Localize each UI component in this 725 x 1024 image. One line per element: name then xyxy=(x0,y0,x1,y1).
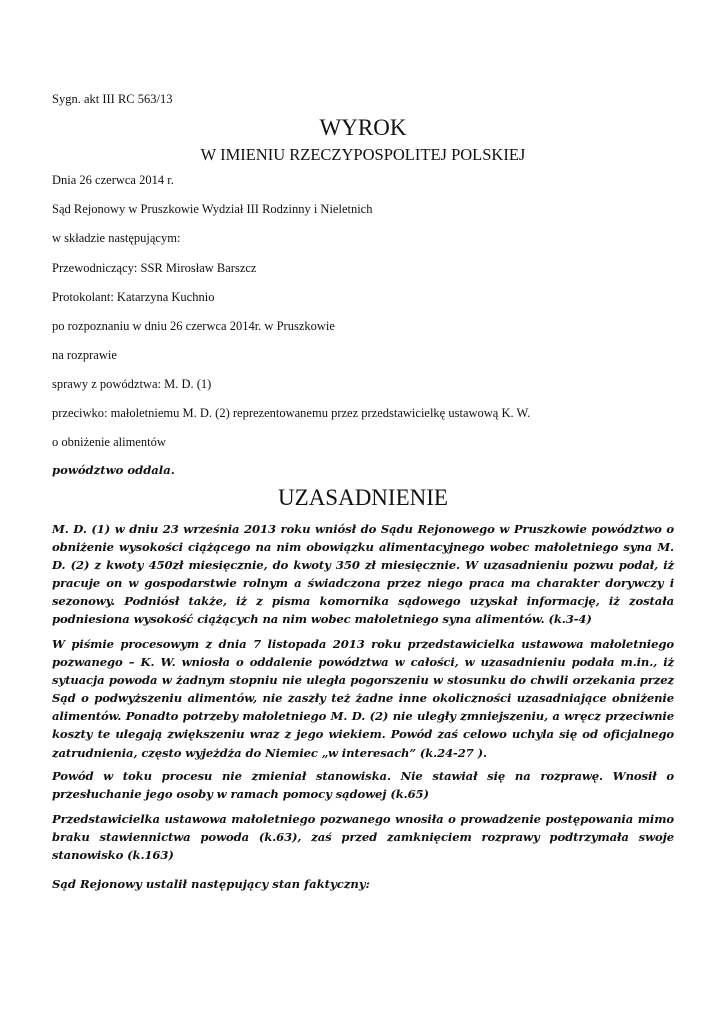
justification-paragraph: Powód w toku procesu nie zmieniał stanowiska. Nie stawiał się na rozprawę. Wnosił o przesłuchanie jego osoby w ramach pomocy sądowej (k.65) xyxy=(52,769,674,802)
hearing-line: po rozpoznaniu w dniu 26 czerwca 2014r. w Pruszkowie xyxy=(52,319,335,333)
court-name: Sąd Rejonowy w Pruszkowie Wydział III Rodzinny i Nieletnich xyxy=(52,202,373,216)
justification-paragraph: M. D. (1) w dniu 23 września 2013 roku wniósł do Sądu Rejonowego w Pruszkowie powództwo o obniżenie wysokości ciążącego na nim obowiązku alimentacyjnego wobec małoletniego syna M. D. (2) z kwoty 450zł miesięcznie, do kwoty 350 zł miesięcznie. W uzasadnieniu pozwu podał, iż pracuje on w gospodarstwie rolnym a świadczona przez niego praca ma charakter dorywczy i sezonowy. Podniósł także, iż z pisma komornika sądowego uzyskał informację, iż została podniesiona wysokość ciążących na nim wobec małoletniego syna alimentów. (k.3-4) xyxy=(52,522,674,627)
court-clerk: Protokolant: Katarzyna Kuchnio xyxy=(52,290,215,304)
judgment-date: Dnia 26 czerwca 2014 r. xyxy=(52,173,174,187)
judgment-title: WYROK xyxy=(319,115,407,140)
session-line: na rozprawie xyxy=(52,348,117,362)
composition-line: w składzie następującym: xyxy=(52,231,181,245)
case-signature: Sygn. akt III RC 563/13 xyxy=(52,92,173,106)
subject-line: o obniżenie alimentów xyxy=(52,435,166,449)
facts-intro: Sąd Rejonowy ustalił następujący stan faktyczny: xyxy=(52,877,370,891)
judgment-subtitle: W IMIENIU RZECZYPOSPOLITEJ POLSKIEJ xyxy=(200,145,526,164)
justification-paragraph: Przedstawicielka ustawowa małoletniego pozwanego wnosiła o prowadzenie postępowania mimo braku stawiennictwa powoda (k.63), zaś przed zamknięciem rozprawy podtrzymała swoje stanowisko (k.163) xyxy=(52,812,674,863)
plaintiff-line: sprawy z powództwa: M. D. (1) xyxy=(52,377,212,391)
justification-paragraph: W piśmie procesowym z dnia 7 listopada 2013 roku przedstawicielka ustawowa małoletniego pozwanego – K. W. wniosła o oddalenie powództwa w całości, w uzasadnieniu podała m.in., iż sytuacja powoda w żadnym stopniu nie uległa pogorszeniu w stosunku do chwili orzekania przez Sąd o podwyższeniu alimentów, nie zaszły też żadne inne okoliczności uzasadniające obniżenie alimentów. Ponadto potrzeby małoletniego M. D. (2) nie uległy zmniejszeniu, a wręcz przeciwnie koszty te ulegają zwiększeniu wraz z jego wiekiem. Powód zaś celowo uchyla się od oficjalnego zatrudnienia, często wyjeżdża do Niemiec „w interesach” (k.24-27 ). xyxy=(52,637,674,760)
justification-title: UZASADNIENIE xyxy=(278,485,448,510)
presiding-judge: Przewodniczący: SSR Mirosław Barszcz xyxy=(52,261,257,275)
verdict-line: powództwo oddala. xyxy=(52,463,175,477)
defendant-line: przeciwko: małoletniemu M. D. (2) reprezentowanemu przez przedstawicielkę ustawową K. W. xyxy=(52,406,531,420)
